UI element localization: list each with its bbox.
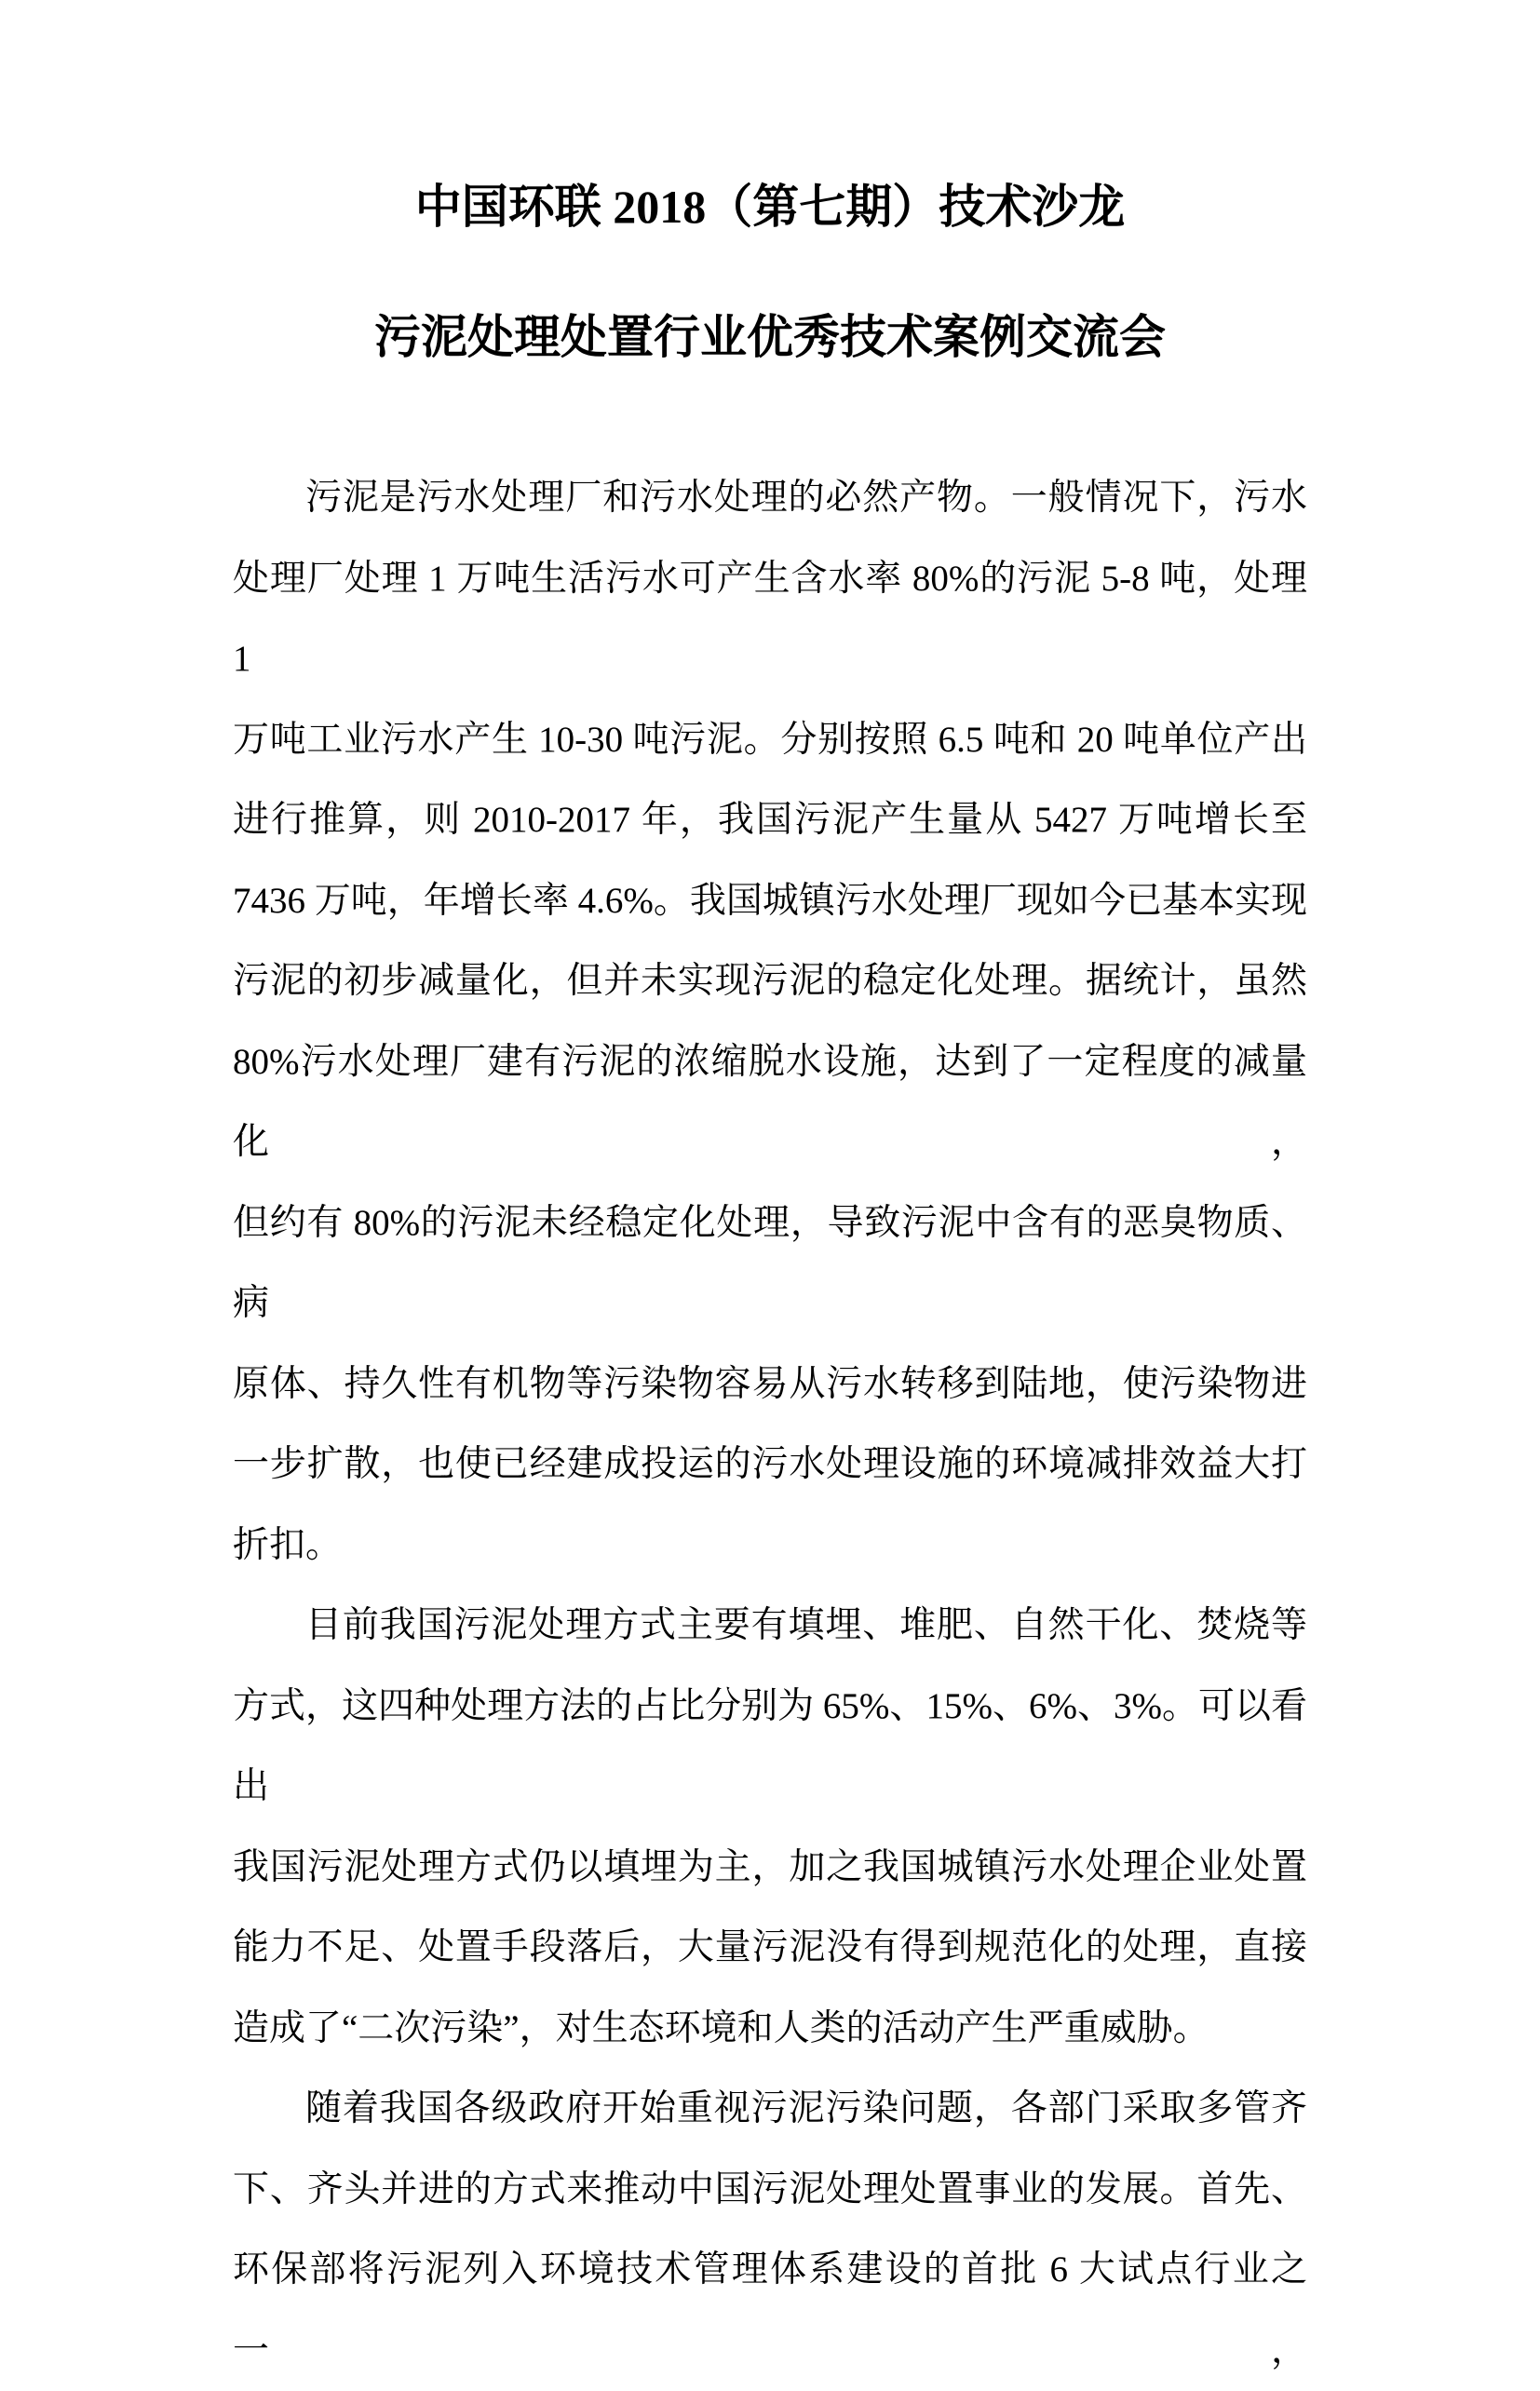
body-line: 原体、持久性有机物等污染物容易从污水转移到陆地，使污染物进: [233, 1363, 1307, 1404]
body-line: 折扣。: [233, 1524, 343, 1565]
body-line: 万吨工业污水产生 10-30 吨污泥。分别按照 6.5 吨和 20 吨单位产出: [233, 719, 1307, 760]
body-line: 造成了“二次污染”，对生态环境和人类的活动产生严重威胁。: [233, 2007, 1209, 2048]
paragraph-1: [233, 458, 1307, 1586]
body-line: 环保部将污泥列入环境技术管理体系建设的首批 6 大试点行业之一，: [233, 2249, 1307, 2371]
body-line: 我国污泥处理方式仍以填埋为主，加之我国城镇污水处理企业处置: [233, 1846, 1307, 1887]
body-line: 下、齐头并进的方式来推动中国污泥处理处置事业的发展。首先、: [233, 2168, 1307, 2209]
paragraph-3: [233, 2069, 1307, 2391]
paragraph-2: [233, 1586, 1307, 2069]
body-line: 80%污水处理厂建有污泥的浓缩脱水设施，达到了一定程度的减量化，: [233, 1041, 1307, 1162]
body-line: 一步扩散，也使已经建成投运的污水处理设施的环境减排效益大打: [233, 1444, 1307, 1484]
body-line: 目前我国污泥处理方式主要有填埋、堆肥、自然干化、焚烧等: [305, 1605, 1307, 1645]
document-title-line-2: 污泥处理处置行业优秀技术案例交流会: [374, 311, 1166, 363]
body-line: 方式，这四种处理方法的占比分别为 65%、15%、6%、3%。可以看出: [233, 1685, 1307, 1806]
body-line: 污泥是污水处理厂和污水处理的必然产物。一般情况下，污水: [305, 478, 1307, 518]
body-line: 但约有 80%的污泥未经稳定化处理，导致污泥中含有的恶臭物质、病: [233, 1202, 1307, 1323]
body-line: 随着我国各级政府开始重视污泥污染问题，各部门采取多管齐: [305, 2088, 1307, 2128]
body-line: 7436 万吨，年增长率 4.6%。我国城镇污水处理厂现如今已基本实现: [233, 880, 1307, 921]
document-title-line-1: 中国环联 2018（第七期）技术沙龙: [414, 181, 1126, 233]
body-line: 处理厂处理 1 万吨生活污水可产生含水率 80%的污泥 5-8 吨，处理 1: [233, 558, 1307, 679]
body-line: 进行推算，则 2010-2017 年，我国污泥产生量从 5427 万吨增长至: [233, 800, 1307, 840]
document-body: [233, 458, 1307, 2391]
body-line: 污泥的初步减量化，但并未实现污泥的稳定化处理。据统计，虽然: [233, 961, 1307, 1001]
body-line: 能力不足、处置手段落后，大量污泥没有得到规范化的处理，直接: [233, 1927, 1307, 1967]
